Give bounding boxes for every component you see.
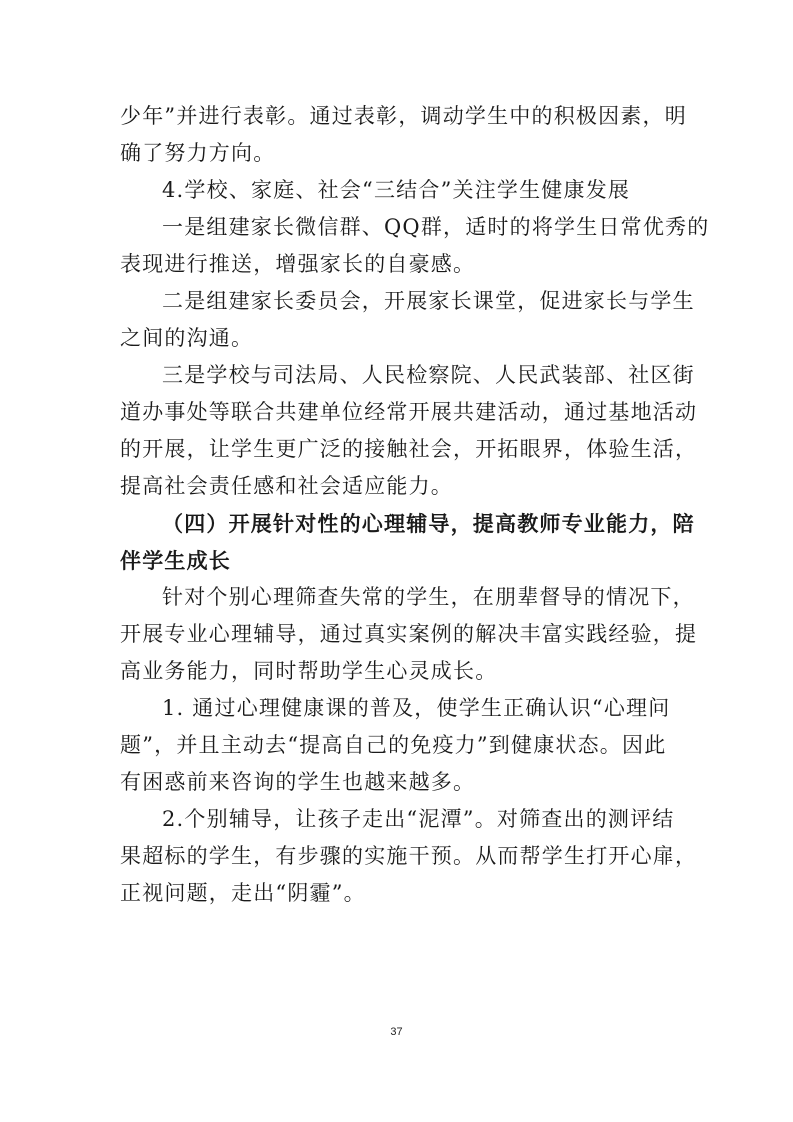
section-heading: 4.学校、家庭、社会“三结合”关注学生健康发展	[162, 178, 631, 202]
paragraph-line: 开展专业心理辅导，通过真实案例的解决丰富实践经验，提	[120, 622, 698, 646]
paragraph-line: 提高社会责任感和社会适应能力。	[120, 474, 453, 498]
paragraph-line: 高业务能力，同时帮助学生心灵成长。	[120, 659, 498, 683]
paragraph-line: 确了努力方向。	[120, 141, 276, 165]
list-item-line: 有困惑前来咨询的学生也越来越多。	[120, 770, 476, 794]
paragraph-line: 一是组建家长微信群、QQ群，适时的将学生日常优秀的	[162, 215, 710, 239]
list-item-line: 正视问题，走出“阴霾”。	[120, 881, 366, 905]
paragraph-line: 道办事处等联合共建单位经常开展共建活动，通过基地活动	[120, 400, 698, 424]
paragraph-line: 之间的沟通。	[120, 326, 254, 350]
paragraph-line: 三是学校与司法局、人民检察院、人民武装部、社区街	[162, 363, 695, 387]
section-title: 伴学生成长	[120, 548, 231, 573]
page-number: 37	[390, 1026, 403, 1038]
paragraph-line: 二是组建家长委员会，开展家长课堂，促进家长与学生	[162, 289, 695, 313]
paragraph-line: 的开展，让学生更广泛的接触社会，开拓眼界，体验生活，	[120, 437, 698, 461]
paragraph-line: 针对个别心理筛查失常的学生，在朋辈督导的情况下，	[162, 585, 695, 609]
paragraph-line: 少年”并进行表彰。通过表彰，调动学生中的积极因素，明	[120, 104, 687, 128]
paragraph-line: 表现进行推送，增强家长的自豪感。	[120, 252, 476, 276]
section-title: （四）开展针对性的心理辅导，提高教师专业能力，陪	[162, 511, 695, 536]
list-item-line: 1. 通过心理健康课的普及，使学生正确认识“心理问	[162, 696, 671, 720]
list-item-line: 果超标的学生，有步骤的实施干预。从而帮学生打开心扉，	[120, 844, 698, 868]
list-item-line: 2.个别辅导，让孩子走出“泥潭”。对筛查出的测评结	[162, 807, 675, 831]
list-item-line: 题”，并且主动去“提高自己的免疫力”到健康状态。因此	[120, 733, 667, 757]
body-text	[120, 98, 710, 912]
